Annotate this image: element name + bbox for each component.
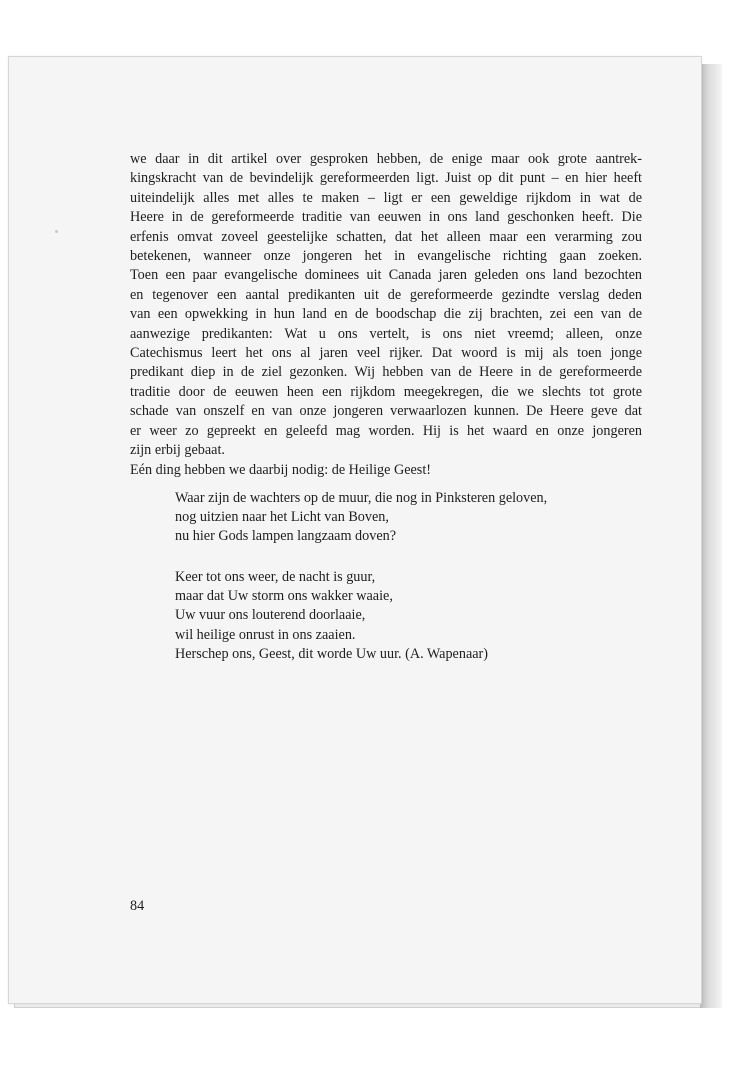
text-line: predikant diep in de ziel gezonken. Wij hebben van de Heere in de gereformeerde bbox=[130, 364, 642, 381]
page-number: 84 bbox=[130, 898, 145, 914]
poem-line: Waar zijn de wachters op de muur, die nog in Pinksteren geloven, bbox=[175, 490, 548, 506]
text-line: betekenen, wanneer onze jongeren het in evangelische richting gaan zoeken. bbox=[130, 248, 642, 265]
text-line: Catechismus leert het ons al jaren veel rijker. Dat woord is mij als toen jonge bbox=[130, 345, 642, 362]
text-line: Toen een paar evangelische dominees uit Canada jaren geleden ons land bezochten bbox=[130, 267, 642, 284]
text-line: van een opwekking in hun land en de boodschap die zij brachten, zei een van de bbox=[130, 306, 642, 323]
text-line: zijn erbij gebaat. bbox=[130, 442, 225, 459]
text-line: aanwezige predikanten: Wat u ons vertelt, is ons niet vreemd; alleen, onze bbox=[130, 325, 642, 342]
text-line: en tegenover een aantal predikanten uit de gereformeerde gezindte verslag deden bbox=[130, 286, 642, 303]
text-line: Eén ding hebben we daarbij nodig: de Heilige Geest! bbox=[130, 461, 431, 478]
poem-line: nog uitzien naar het Licht van Boven, bbox=[175, 509, 389, 526]
text-line: uiteindelijk alles met alles te maken – ligt er een geweldige rijkdom in wat de bbox=[130, 189, 642, 206]
text-line: erfenis omvat zoveel geestelijke schatten, dat het alleen maar een verarming zou bbox=[130, 228, 642, 245]
poem-stanza-2 bbox=[175, 568, 635, 664]
book-spine-shadow bbox=[700, 64, 722, 1008]
poem-line: nu hier Gods lampen langzaam doven? bbox=[175, 528, 397, 545]
text-line: Heere in de gereformeerde traditie van eeuwen in ons land geschonken heeft. Die bbox=[130, 209, 642, 226]
text-line: er weer zo gepreekt en geleefd mag worden. Hij is het waard en onze jongeren bbox=[130, 422, 642, 439]
text-line: kingskracht van de bevindelijk gereformeerden ligt. Juist op dit punt – en hier heeft bbox=[130, 170, 642, 187]
poem-stanza-1 bbox=[175, 489, 635, 547]
poem-line: maar dat Uw storm ons wakker waaie, bbox=[175, 588, 393, 605]
text-line: we daar in dit artikel over gesproken hebben, de enige maar ook grote aantrek- bbox=[130, 151, 642, 167]
poem-line: Uw vuur ons louterend doorlaaie, bbox=[175, 607, 366, 624]
poem-line: wil heilige onrust in ons zaaien. bbox=[175, 626, 356, 643]
text-line: traditie door de eeuwen heen een rijkdom meegekregen, die we slechts tot grote bbox=[130, 383, 642, 400]
poem-line: Keer tot ons weer, de nacht is guur, bbox=[175, 569, 376, 585]
paper-speck bbox=[55, 230, 58, 233]
body-text bbox=[130, 150, 642, 480]
poem-line: Herschep ons, Geest, dit worde Uw uur. (A. Wapenaar) bbox=[175, 645, 488, 662]
text-line: schade van onszelf en van onze jongeren verwaarlozen kunnen. De Heere geve dat bbox=[130, 403, 642, 420]
